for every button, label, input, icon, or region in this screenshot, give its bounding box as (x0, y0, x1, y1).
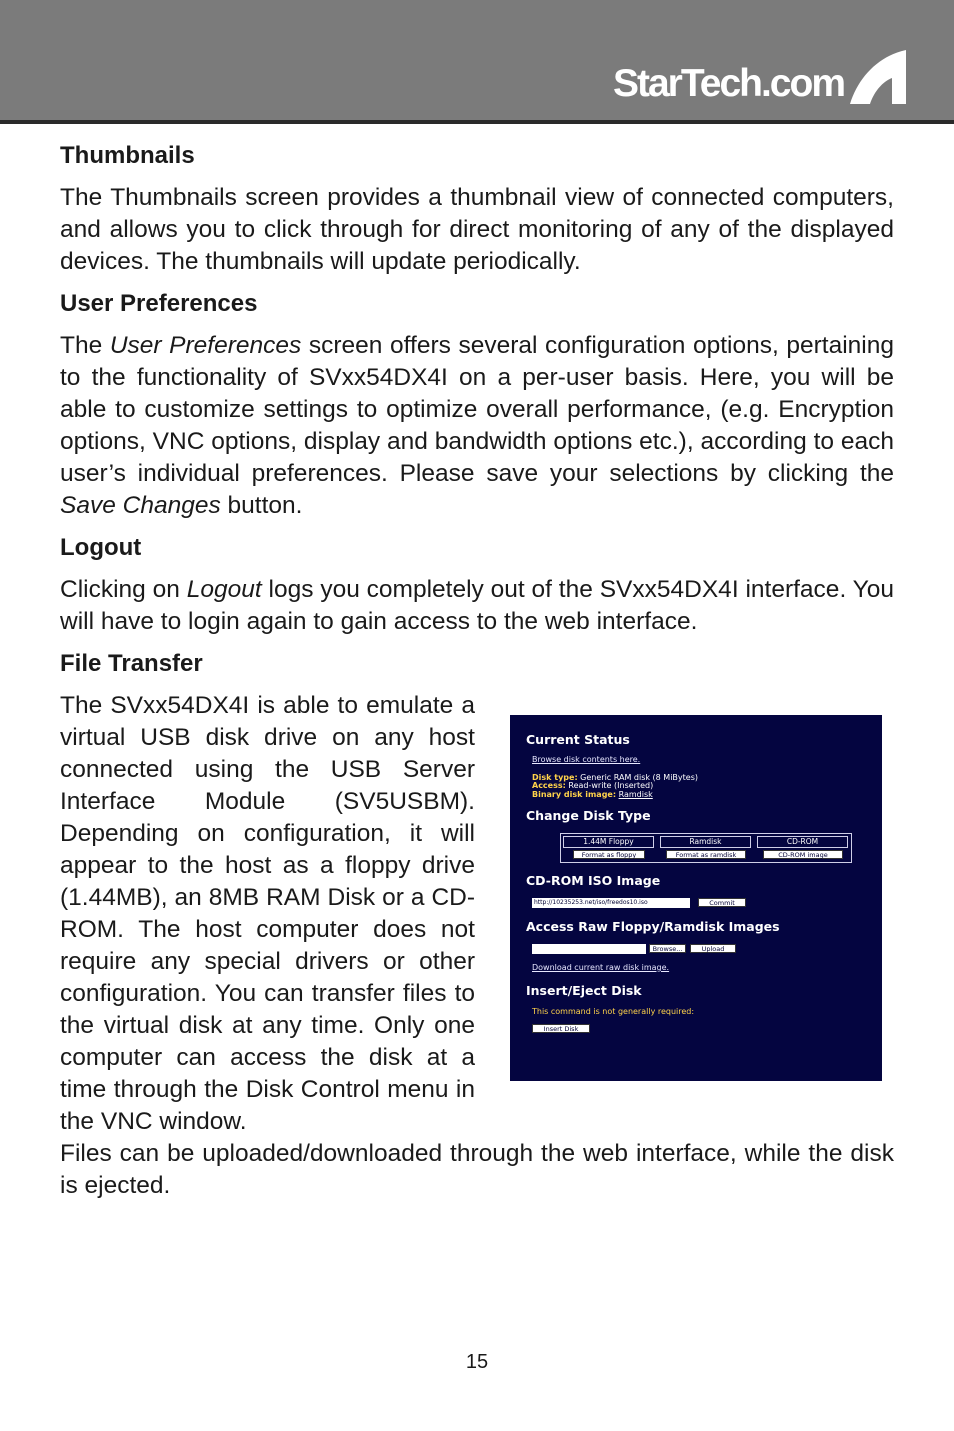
emphasis-save-changes: Save Changes (60, 492, 221, 519)
binary-image-label: Binary disk image: (532, 790, 617, 799)
file-path-input[interactable] (532, 944, 646, 954)
disk-col-floppy (561, 836, 656, 860)
logo-swoosh-icon (848, 48, 908, 106)
text-run: screen offers several configuration options, pertaining to the functionality of SVxx54DX4I on a per-user basis. Here, you will be able to customize settings to optimize overall performance, (e.g. Encryption options, VNC options, display and bandwidth options etc.), according to each user’s individual preferences. Please save your selections by clicking the (60, 332, 894, 487)
page-number: 15 (465, 1351, 489, 1373)
download-image-link[interactable]: Download current raw disk image. (532, 963, 670, 972)
disk-type-value: Generic RAM disk (8 MiBytes) (577, 773, 698, 782)
heading-file-transfer: File Transfer (60, 650, 203, 677)
paragraph-file-transfer-cont: Files can be uploaded/downloaded through the web interface, while the disk is ejected. (60, 1140, 894, 1199)
heading-logout: Logout (60, 534, 142, 561)
heading-thumbnails: Thumbnails (60, 142, 195, 169)
browse-button[interactable]: Browse... (649, 944, 686, 953)
format-floppy-button[interactable]: Format as floppy (573, 850, 645, 859)
disk-type-label: Disk type: (532, 773, 578, 782)
insert-eject-heading: Insert/Eject Disk (526, 983, 642, 998)
paragraph-thumbnails: The Thumbnails screen provides a thumbnail view of connected computers, and allows you to click through for direct monitoring of any of the displayed devices. The thumbnails will update periodically. (60, 184, 894, 275)
text-run: The (60, 332, 110, 359)
current-status-heading: Current Status (526, 732, 630, 747)
col-cdrom-header: CD-ROM (757, 836, 848, 848)
text-run: Clicking on (60, 576, 187, 603)
raw-images-heading: Access Raw Floppy/Ramdisk Images (526, 919, 780, 934)
page-header (0, 0, 954, 124)
cdrom-iso-heading: CD-ROM ISO Image (526, 873, 661, 888)
heading-user-preferences: User Preferences (60, 290, 258, 317)
paragraph-logout (60, 574, 894, 638)
text-run: button. (220, 492, 303, 519)
access-value: Read-write (Inserted) (565, 781, 654, 790)
binary-image-row (532, 790, 653, 799)
insert-disk-button[interactable]: Insert Disk (532, 1024, 590, 1033)
disk-col-cdrom (755, 836, 850, 860)
file-transfer-section (60, 690, 894, 1202)
iso-url-input[interactable]: http://10235253.net/iso/freedos10.iso (532, 898, 690, 908)
format-ramdisk-button[interactable]: Format as ramdisk (666, 850, 746, 859)
binary-image-value[interactable]: Ramdisk (618, 790, 653, 799)
startech-logo (613, 44, 908, 106)
upload-button[interactable]: Upload (690, 944, 736, 953)
not-required-note: This command is not generally required: (532, 1007, 695, 1016)
logo-text: StarTech.com (612, 62, 844, 105)
cdrom-image-button[interactable]: CD-ROM image (763, 850, 843, 859)
disk-control-screenshot (510, 715, 882, 1081)
access-row (532, 781, 653, 790)
browse-disk-link[interactable]: Browse disk contents here. (532, 755, 641, 764)
page-content (60, 140, 894, 1212)
text-run: logs you completely out of the SVxx54DX4I interface. You will have to login again to gain access to the web interface. (60, 576, 894, 635)
change-disk-type-heading: Change Disk Type (526, 808, 651, 823)
col-ramdisk-header: Ramdisk (660, 836, 751, 848)
access-label: Access: (532, 781, 566, 790)
emphasis-logout: Logout (186, 576, 262, 603)
paragraph-file-transfer: The SVxx54DX4I is able to emulate a virtual USB disk drive on any host connected using the USB Server Interface Module (SV5USBM). Depending on configuration, it will appear to the host as a floppy drive (1.44MB), an 8MB RAM Disk or a CD-ROM. The host computer does not require any special drivers or other configuration. You can transfer files to the virtual disk at any time. Only one computer can access the disk at a time through the Disk Control menu in the VNC window. (60, 692, 475, 1135)
paragraph-user-preferences (60, 330, 894, 522)
disk-type-table (560, 833, 852, 863)
col-floppy-header: 1.44M Floppy (563, 836, 654, 848)
commit-button[interactable]: Commit (698, 898, 746, 907)
emphasis-user-preferences: User Preferences (109, 332, 302, 359)
disk-col-ramdisk (658, 836, 753, 860)
